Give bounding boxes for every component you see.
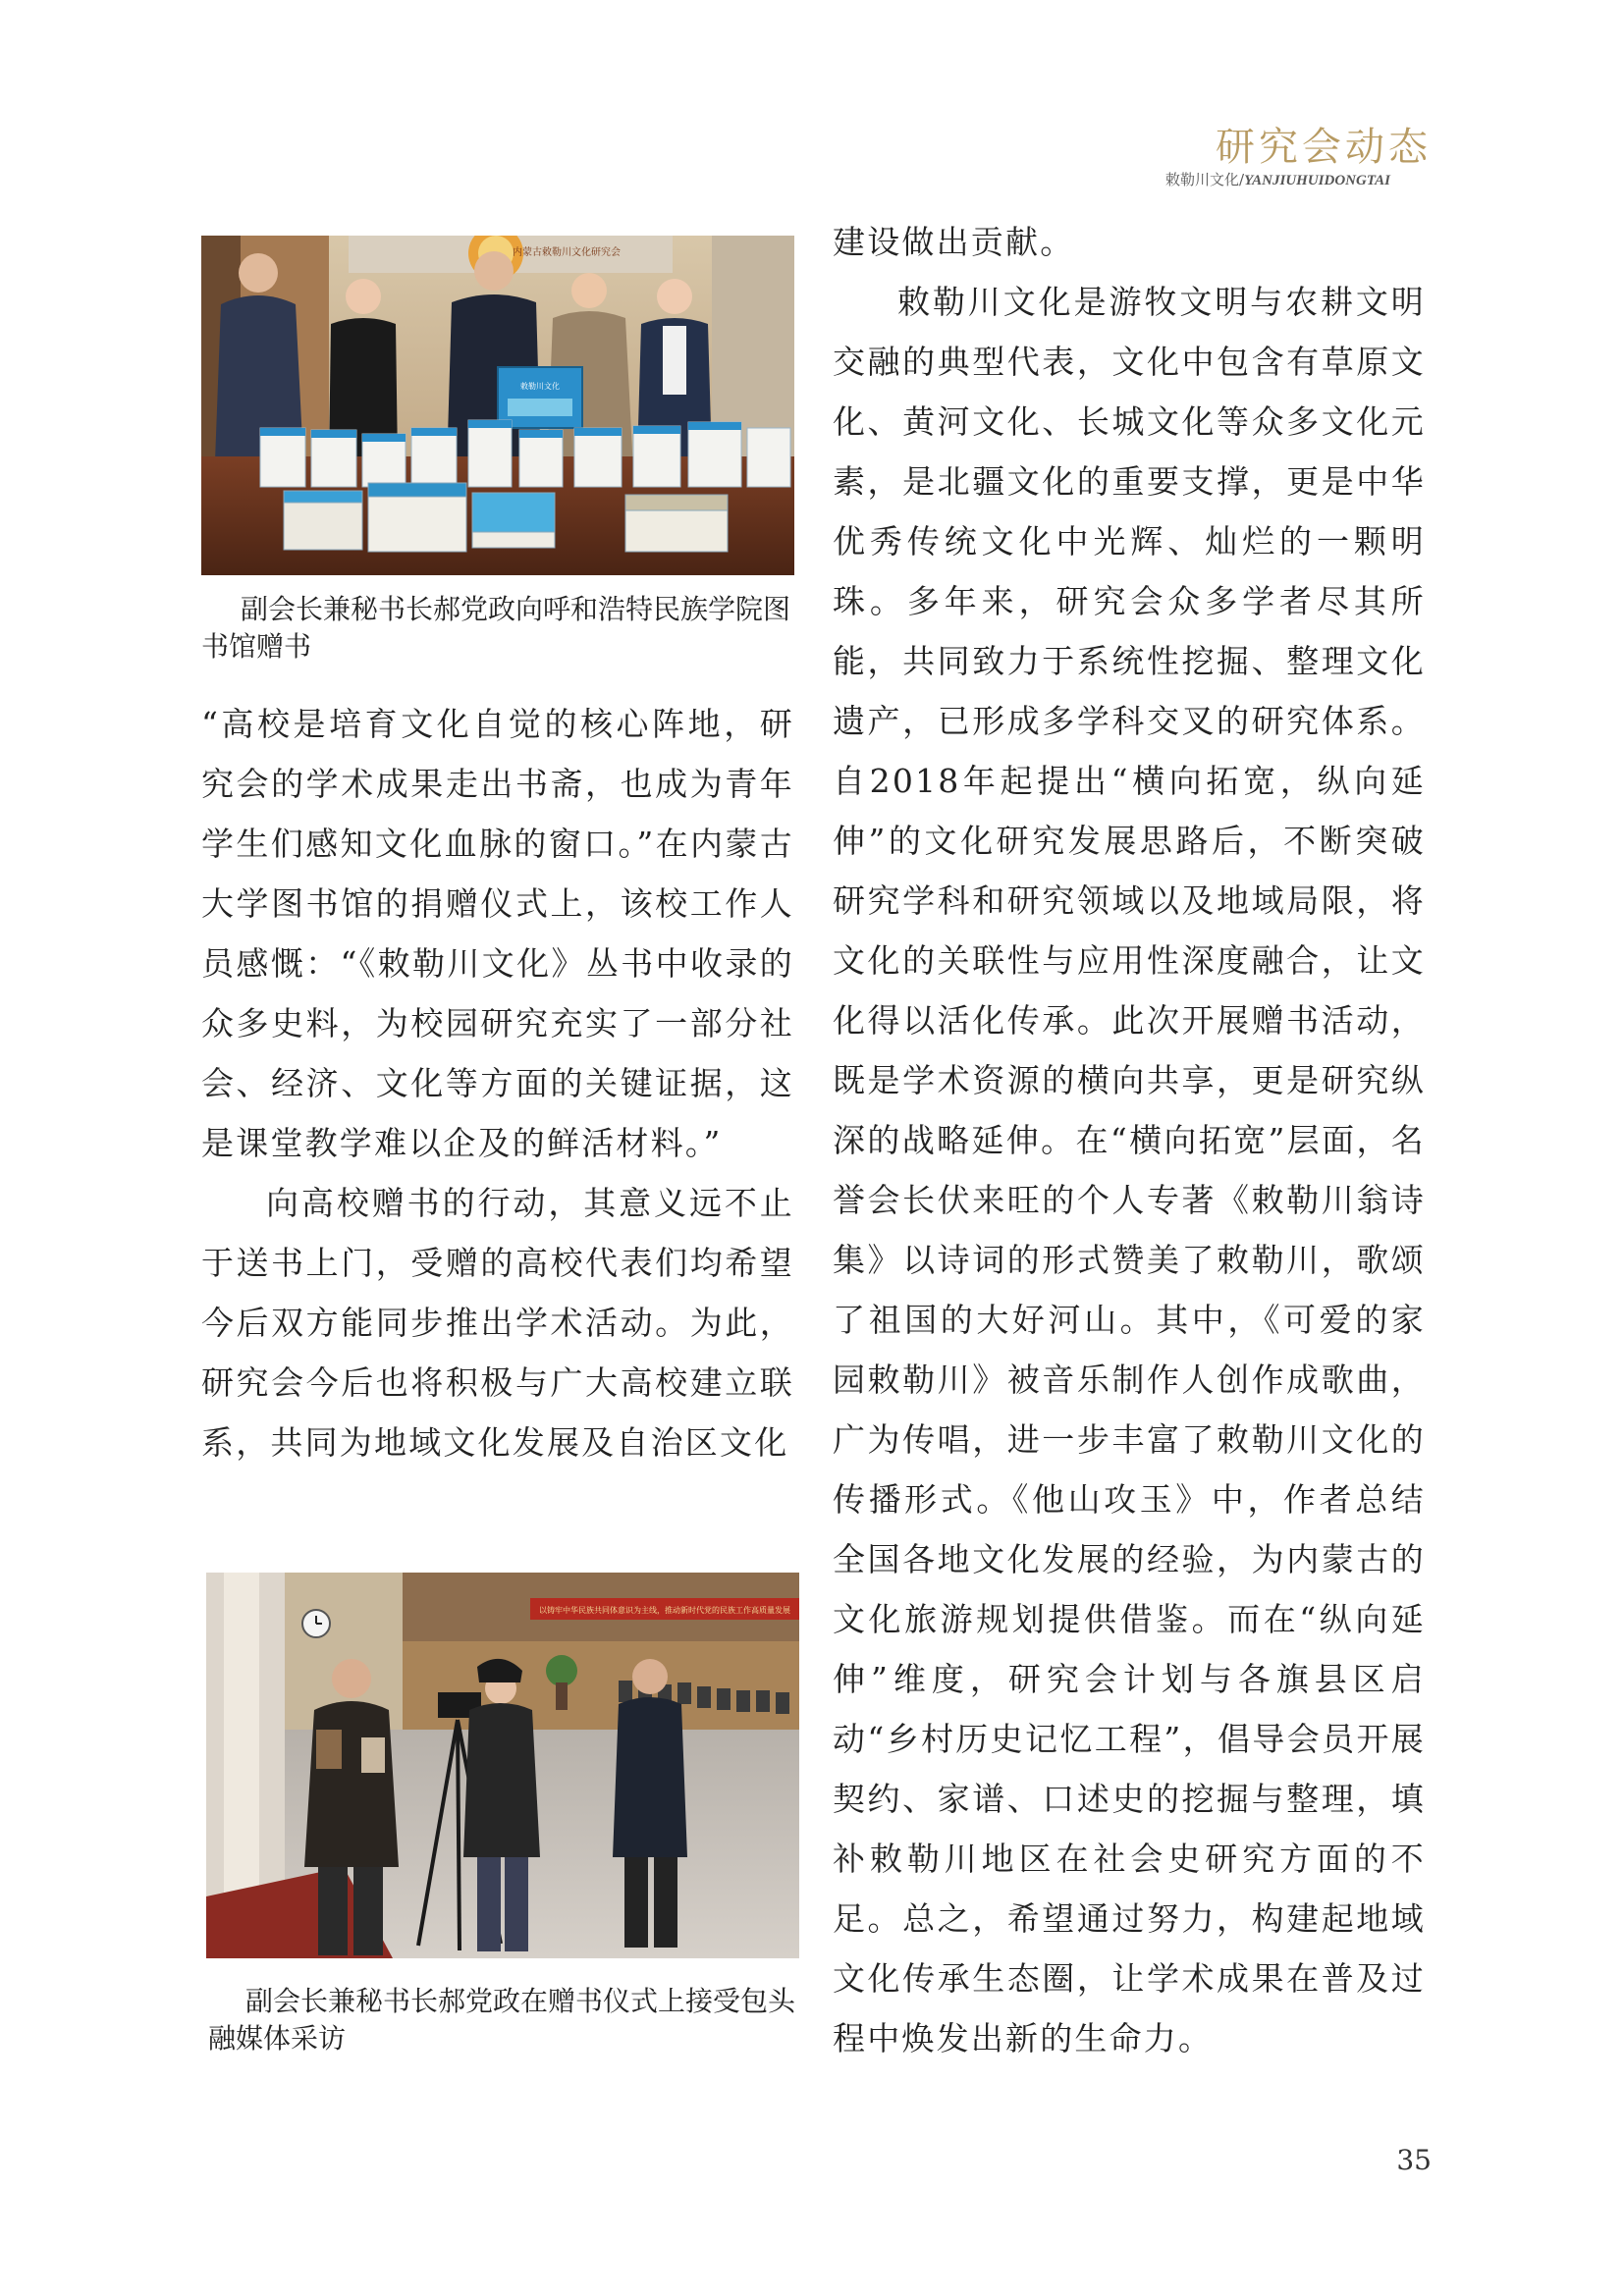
left-paragraph-1: “高校是培育文化自觉的核心阵地，研究会的学术成果走出书斋，也成为青年学生们感知文化血脉的窗口。”在内蒙古大学图书馆的捐赠仪式上，该校工作人员感慨：“《敕勒川文化》丛书中收录的众多史料，为校园研究充实了一部分社会、经济、文化等方面的关键证据，这是课堂教学难以企及的鲜活材料。”: [201, 705, 794, 1162]
section-subtitle-cn: 敕勒川文化: [1165, 171, 1240, 188]
photo-media-interview: [206, 1573, 799, 1958]
left-column-text: [201, 694, 794, 1472]
section-subtitle: [1165, 169, 1390, 189]
right-paragraph-1: 敕勒川文化是游牧文明与农耕文明交融的典型代表，文化中包含有草原文化、黄河文化、长城文化等众多文化元素，是北疆文化的重要支撑，更是中华优秀传统文化中光辉、灿烂的一颗明珠。多年来，研究会众多学者尽其所能，共同致力于系统性挖掘、整理文化遗产，已形成多学科交叉的研究体系。自2018年起提出“横向拓宽，纵向延伸”的文化研究发展思路后，不断突破研究学科和研究领域以及地域局限，将文化的关联性与应用性深度融合，让文化得以活化传承。此次开展赠书活动，既是学术资源的横向共享，更是研究纵深的战略延伸。在“横向拓宽”层面，名誉会长伏来旺的个人专著《敕勒川翁诗集》以诗词的形式赞美了敕勒川，歌颂了祖国的大好河山。其中，《可爱的家园敕勒川》被音乐制作人创作成歌曲，广为传唱，进一步丰富了敕勒川文化的传播形式。《他山攻玉》中，作者总结全国各地文化发展的经验，为内蒙古的文化旅游规划提供借鉴。而在“纵向延伸”维度，研究会计划与各旗县区启动“乡村历史记忆工程”，倡导会员开展契约、家谱、口述史的挖掘与整理，填补敕勒川地区在社会史研究方面的不足。总之，希望通过努力，构建起地域文化传承生态圈，让学术成果在普及过程中焕发出新的生命力。: [833, 283, 1426, 2057]
page-number: 35: [1396, 2144, 1432, 2176]
photo1-caption: 副会长兼秘书长郝党政向呼和浩特民族学院图书馆赠书: [201, 593, 791, 663]
section-subtitle-sep: /: [1239, 171, 1245, 188]
right-column-text: [833, 212, 1426, 2068]
book-cover-title: 敕勒川文化: [520, 382, 560, 391]
right-paragraph-0: 建设做出贡献。: [833, 223, 1075, 261]
photo2-caption: 副会长兼秘书长郝党政在赠书仪式上接受包头融媒体采访: [208, 1985, 796, 2055]
section-subtitle-en: YANJIUHUIDONGTAI: [1244, 173, 1390, 188]
left-paragraph-2: 向高校赠书的行动，其意义远不止于送书上门，受赠的高校代表们均希望今后双方能同步推出学术活动。为此，研究会今后也将积极与广大高校建立联系，共同为地域文化发展及自治区文化: [201, 1184, 794, 1462]
banner-text: 内蒙古敕勒川文化研究会: [513, 247, 621, 258]
section-title: 研究会动态: [1216, 125, 1432, 170]
stage-banner-text: 以铸牢中华民族共同体意识为主线，推动新时代党的民族工作高质量发展: [539, 1606, 790, 1615]
photo-book-donation: [201, 236, 794, 575]
